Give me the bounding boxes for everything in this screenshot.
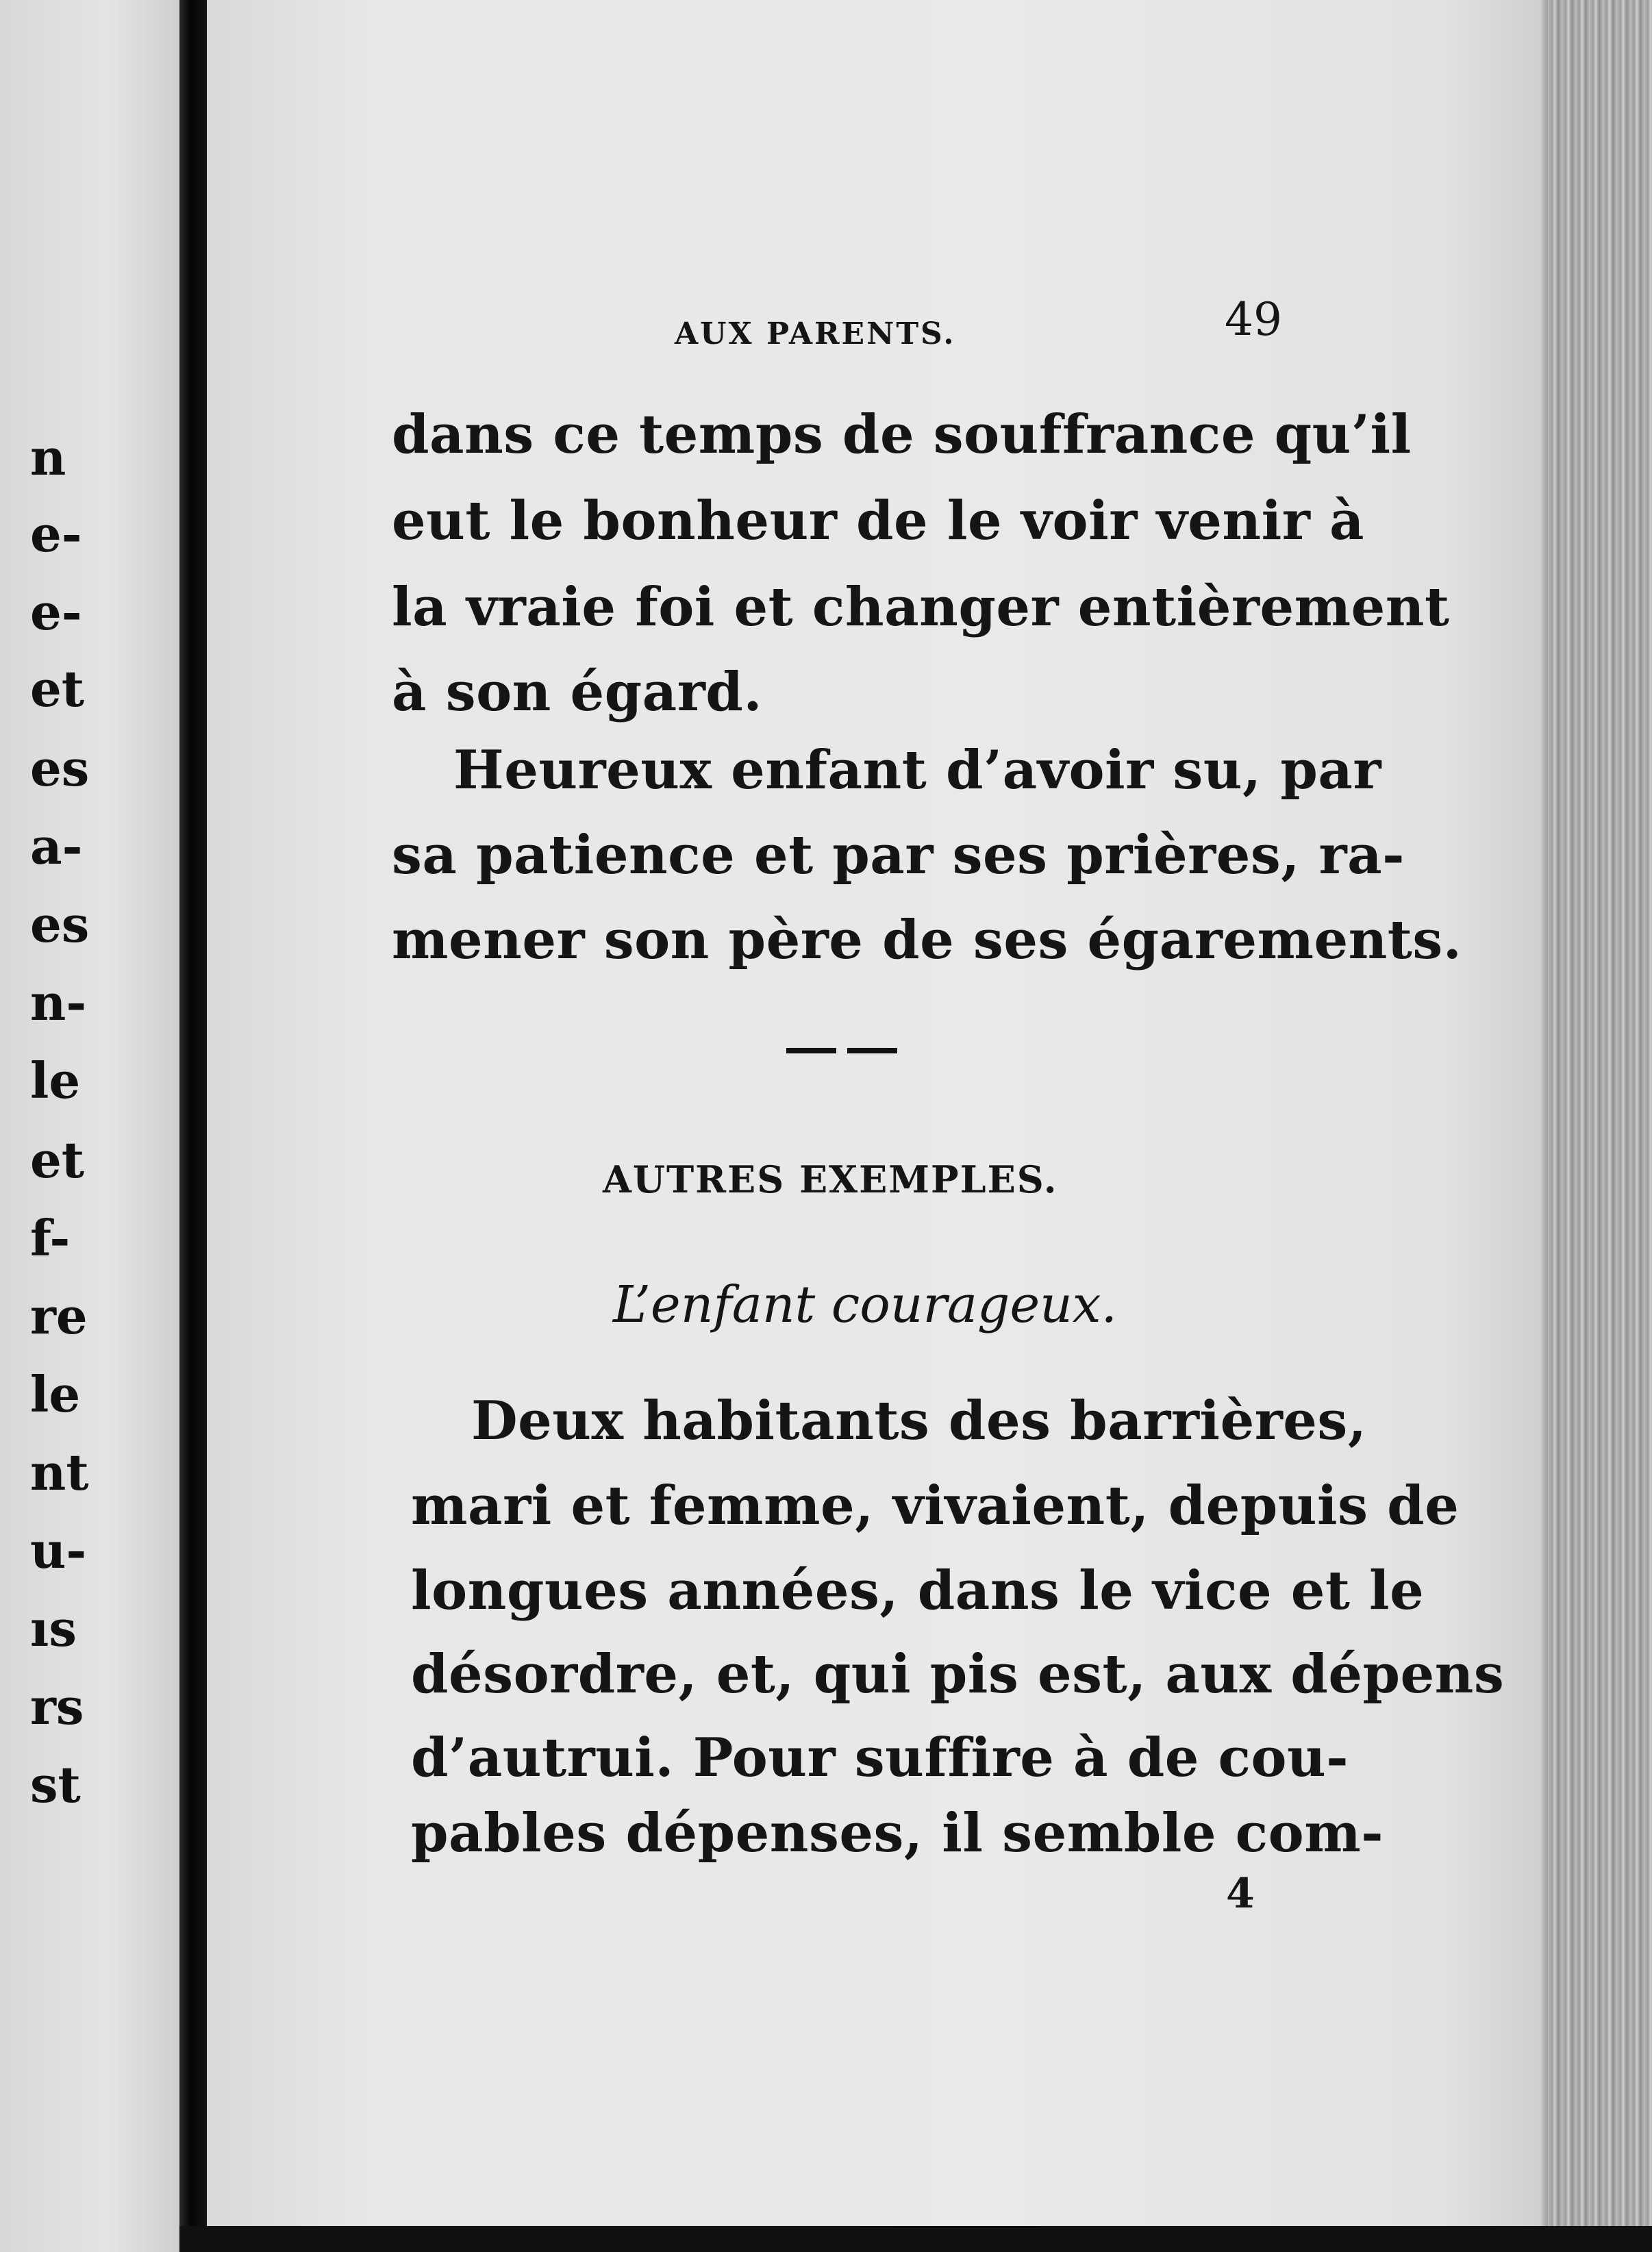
fragment: n bbox=[30, 428, 66, 486]
text-line: Heureux enfant d’avoir su, par bbox=[453, 739, 1382, 801]
fragment: e- bbox=[30, 583, 82, 641]
text-line: d’autrui. Pour suffire à de cou- bbox=[411, 1727, 1349, 1789]
previous-page-fragments bbox=[0, 0, 179, 2252]
book-page-edges bbox=[1548, 0, 1652, 2252]
scan-bottom-border bbox=[179, 2226, 1652, 2252]
fragment: le bbox=[30, 1365, 81, 1423]
text-line: mari et femme, vivaient, depuis de bbox=[411, 1475, 1460, 1537]
fragment: u- bbox=[30, 1521, 87, 1579]
section-separator bbox=[786, 1048, 897, 1055]
text-line: Deux habitants des barrières, bbox=[471, 1390, 1367, 1452]
section-heading: AUTRES EXEMPLES. bbox=[603, 1158, 1058, 1201]
fragment: nt bbox=[30, 1443, 89, 1501]
fragment: et bbox=[30, 1131, 85, 1189]
fragment: f- bbox=[30, 1209, 71, 1267]
fragment: es bbox=[30, 739, 90, 797]
text-line: longues années, dans le vice et le bbox=[411, 1560, 1425, 1622]
fragment: e- bbox=[30, 505, 82, 563]
fragment: a- bbox=[30, 817, 83, 875]
fragment: es bbox=[30, 895, 90, 953]
fragment: le bbox=[30, 1051, 81, 1110]
text-line: eut le bonheur de le voir venir à bbox=[392, 490, 1365, 552]
fragment: re bbox=[30, 1287, 88, 1345]
page-number: 49 bbox=[1225, 293, 1282, 346]
fragment: rs bbox=[30, 1677, 84, 1736]
separator-dash bbox=[786, 1048, 836, 1053]
fragment: n- bbox=[30, 973, 87, 1031]
book-gutter bbox=[179, 0, 207, 2252]
previous-page bbox=[0, 0, 179, 2252]
fragment: et bbox=[30, 660, 85, 718]
signature-mark: 4 bbox=[1226, 1870, 1255, 1918]
text-line: mener son père de ses égarements. bbox=[392, 909, 1462, 971]
text-line: à son égard. bbox=[392, 661, 762, 723]
text-line: désordre, et, qui pis est, aux dépens bbox=[411, 1643, 1505, 1705]
section-subtitle: L’enfant courageux. bbox=[613, 1275, 1118, 1334]
text-line: la vraie foi et changer entièrement bbox=[392, 576, 1450, 638]
text-line: pables dépenses, il semble com- bbox=[411, 1802, 1384, 1864]
fragment: ıs bbox=[30, 1599, 77, 1657]
separator-dash bbox=[847, 1048, 897, 1053]
running-title: AUX PARENTS. bbox=[675, 316, 956, 351]
fragment: st bbox=[30, 1755, 81, 1814]
text-line: dans ce temps de souffrance qu’il bbox=[392, 403, 1412, 466]
text-line: sa patience et par ses prières, ra- bbox=[392, 824, 1405, 886]
